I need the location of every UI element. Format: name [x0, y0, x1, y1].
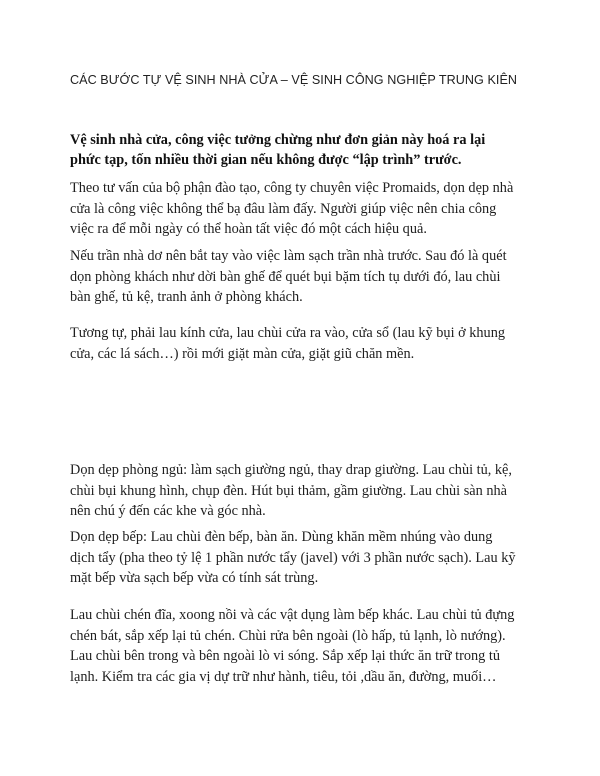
body-paragraph: Dọn dẹp bếp: Lau chùi đèn bếp, bàn ăn. Dùng khăn mềm nhúng vào dung dịch tẩy (pha theo tỷ lệ 1 phần nước tẩy (javel) với 3 phần nước sạch). Lau kỹ mặt bếp vừa sạch bếp vừa có tính sát trùng. [70, 529, 516, 587]
body-paragraph: Tương tự, phải lau kính cửa, lau chùi cửa ra vào, cửa sổ (lau kỹ bụi ở khung cửa, các lá sách…) rồi mới giặt màn cửa, giặt giũ chăn mền. [70, 325, 506, 362]
body-paragraph: Nếu trần nhà dơ nên bắt tay vào việc làm sạch trần nhà trước. Sau đó là quét dọn phòng khách như dời bàn ghế để quét bụi bặm tích tụ dưới đó, lau chùi bàn ghế, tủ kệ, tranh ảnh ở phòng khách. [70, 248, 507, 306]
body-paragraph: Theo tư vấn của bộ phận đào tạo, công ty chuyên việc Promaids, dọn dẹp nhà cửa là công việc không thể bạ đâu làm đấy. Người giúp việc nên chia công việc ra để mỗi ngày có thể hoàn tất việc đó một cách hiệu quả. [70, 180, 514, 238]
body-paragraph: Dọn dẹp phòng ngủ: làm sạch giường ngủ, thay drap giường. Lau chùi tủ, kệ, chùi bụi khung hình, chụp đèn. Hút bụi thảm, gầm giường. Lau chùi sàn nhà nên chú ý đến các khe và góc nhà. [70, 462, 512, 520]
document-title: CÁC BƯỚC TỰ VỆ SINH NHÀ CỬA – VỆ SINH CÔNG NGHIỆP TRUNG KIÊN [70, 73, 518, 87]
body-paragraph: Lau chùi chén đĩa, xoong nồi và các vật dụng làm bếp khác. Lau chùi tủ đựng chén bát, sắp xếp lại tủ chén. Chùi rửa bên ngoài (lò hấp, tủ lạnh, lò nướng). Lau chùi bên trong và bên ngoài lò vi sóng. Sắp xếp lại thức ăn trữ trong tủ lạnh. Kiểm tra các gia vị dự trữ như hành, tiêu, tỏi ,dầu ăn, đường, muối… [70, 607, 515, 685]
lead-paragraph: Vệ sinh nhà cửa, công việc tưởng chừng như đơn giản này hoá ra lại phức tạp, tốn nhiều thời gian nếu không được “lập trình” trước. [70, 132, 486, 168]
